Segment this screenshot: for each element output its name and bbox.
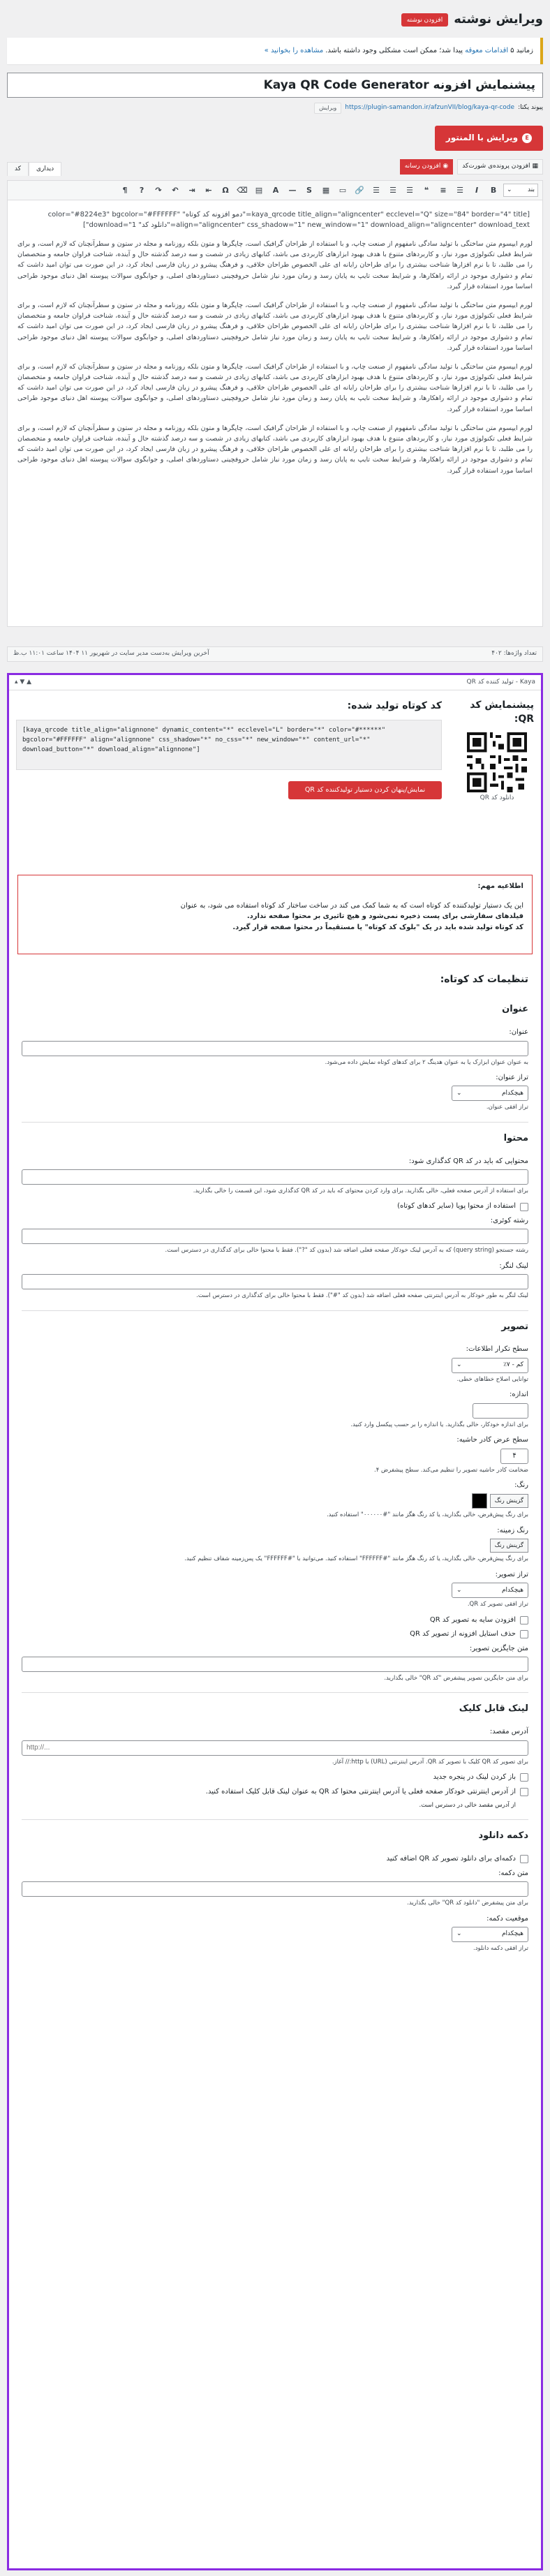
toggle-generator-button[interactable]: نمایش/پنهان کردن دستیار تولیدکننده کد QR bbox=[288, 781, 442, 799]
help-icon[interactable]: ? bbox=[139, 185, 144, 195]
shadow-label: افزودن سایه به تصویر کد QR bbox=[429, 1615, 516, 1624]
content-paragraph: لورم ایپسوم متن ساختگی با تولید سادگی نامفهوم از صنعت چاپ، و با استفاده از طراحان گرافیک است، چاپگرها و متون بلکه روزنامه و مجله در ستون و سطرآنچنان که لازم است، و برای شرایط فعلی تکنولوژی مورد نیاز، و کاربردهای متنوع با هدف بهبود ابزارهای کاربردی می باشد، کتابهای زیادی در شصت و سه درصد گذشته حال و آینده، شناخت فراوان جامعه و متخصصان را می طلبد، تا با نرم افزارها شناخت بیشتری را برای طراحان رایانه ای علی الخصوص طراحان خلاقی، و فرهنگ پیشرو در زبان فارسی ایجاد کرد، در این صورت می توان امید داشت که تمام و دشواری موجود در ارائه راهکارها، و شرایط سخت تایپ به پایان رسد و زمان مورد نیاز شامل حروفچینی دستاوردهای اصلی، و جوابگوی سوالات پیوسته اهل دنیای موجود طراحی اساسا مورد استفاده قرار گیرد. bbox=[17, 301, 533, 352]
permalink-row bbox=[7, 101, 543, 115]
content-label: محتوایی که باید در کد QR کدگذاری شود: bbox=[408, 1157, 528, 1165]
bullet-list-icon[interactable]: ☰ bbox=[456, 185, 463, 195]
section-heading: تصویر bbox=[501, 1321, 528, 1332]
clear-format-icon[interactable]: ⌫ bbox=[237, 185, 248, 195]
img-align-select[interactable] bbox=[452, 1583, 528, 1598]
image-section bbox=[22, 1321, 528, 1683]
anchor-input[interactable] bbox=[22, 1274, 528, 1289]
url-label: آدرس مقصد: bbox=[489, 1728, 528, 1736]
content-editor[interactable] bbox=[7, 180, 543, 627]
query-input[interactable] bbox=[22, 1229, 528, 1244]
ecc-label: سطح تکرار اطلاعات: bbox=[466, 1345, 528, 1354]
content-paragraph: لورم ایپسوم متن ساختگی با تولید سادگی نامفهوم از صنعت چاپ، و با استفاده از طراحان گرافیک است، چاپگرها و متون بلکه روزنامه و مجله در ستون و سطرآنچنان که لازم است، و برای شرایط فعلی تکنولوژی مورد نیاز، و کاربردهای متنوع با هدف بهبود ابزارهای کاربردی می باشد، کتابهای زیادی در شصت و سه درصد گذشته حال و آینده، شناخت فراوان جامعه و متخصصان را می طلبد، تا با نرم افزارها شناخت بیشتری را برای طراحان رایانه ای علی الخصوص طراحان خلاقی، و فرهنگ پیشرو در زبان فارسی ایجاد کرد، در این صورت می توان امید داشت که تمام و دشواری موجود در ارائه راهکارها، و شرایط سخت تایپ به پایان رسد و زمان مورد نیاز شامل حروفچینی دستاوردهای اصلی، و جوابگوی سوالات پیوسته اهل دنیای موجود طراحی اساسا مورد استفاده قرار گیرد. bbox=[17, 362, 533, 413]
redo-icon[interactable]: ↷ bbox=[155, 185, 162, 195]
content-section bbox=[22, 1132, 528, 1301]
add-new-post-button[interactable]: افزودن نوشته bbox=[401, 13, 448, 27]
color-swatch[interactable] bbox=[472, 1493, 487, 1509]
dl-align-select[interactable] bbox=[452, 1927, 528, 1942]
admin-notice bbox=[7, 38, 543, 64]
post-title-input[interactable] bbox=[7, 73, 543, 98]
qr-preview-area bbox=[16, 699, 534, 887]
metabox-header bbox=[9, 675, 541, 690]
shortcode-text: [kaya_qrcode title_align="aligncenter" ecclevel="Q" size="84" border="4" title="دمو افزونه کد کوتاه" color="#8224e3" bgcolor="#FFFFFF" align="aligncenter" css_shadow="1" new_window="1" download_align="aligncenter" download_text="دانلود کد" download="1"] bbox=[47, 211, 530, 229]
important-notice bbox=[17, 875, 533, 954]
divider bbox=[22, 1310, 528, 1311]
ecc-select[interactable] bbox=[452, 1358, 528, 1373]
title-label: عنوان: bbox=[509, 1028, 528, 1037]
title-align-desc: تراز افقی عنوان. bbox=[486, 1104, 528, 1111]
checkbox-box[interactable] bbox=[520, 1788, 528, 1796]
qr-download-link[interactable]: دانلود کد QR bbox=[480, 794, 514, 801]
checkbox-box[interactable] bbox=[520, 1616, 528, 1624]
generated-shortcode-title: کد کوتاه تولید شده: bbox=[347, 700, 442, 711]
word-count: تعداد واژه‌ها: ۴۰۲ bbox=[491, 650, 537, 658]
section-heading: لینک قابل کلیک bbox=[459, 1703, 528, 1715]
elementor-icon: E bbox=[522, 133, 532, 143]
tab-visual[interactable]: دیداری bbox=[29, 162, 61, 176]
edit-with-elementor-button[interactable] bbox=[435, 126, 543, 151]
shortcode-settings bbox=[22, 972, 528, 1962]
dl-text-input[interactable] bbox=[22, 1881, 528, 1897]
page-header bbox=[7, 6, 543, 34]
alt-input[interactable] bbox=[22, 1657, 528, 1672]
bg-desc: برای رنگ پیش‌فرض، خالی بگذارید، یا کد رنگ هگز مانند "#FFFFFF" استفاده کنید. می‌توانید با "#FFFFFF" یک پس‌زمینه شفاف تنظیم کنید. bbox=[184, 1555, 528, 1563]
permalink-link[interactable]: https://plugin-samandon.ir/afzunVII/blog/kaya-qr-code bbox=[345, 104, 515, 112]
color-desc: برای رنگ پیش‌فرض، خالی بگذارید، یا کد رنگ هگز مانند "#۰۰۰۰۰۰" استفاده کنید. bbox=[326, 1511, 528, 1519]
outdent-icon[interactable]: ⇤ bbox=[205, 185, 212, 195]
align-right-icon[interactable]: ☰ bbox=[373, 185, 380, 195]
link-icon[interactable]: 🔗 bbox=[355, 185, 364, 195]
checkbox-box[interactable] bbox=[520, 1855, 528, 1863]
shadow-checkbox[interactable] bbox=[22, 1615, 528, 1626]
link-section bbox=[22, 1703, 528, 1809]
checkbox-box[interactable] bbox=[520, 1773, 528, 1782]
add-media-label: افزودن رسانه bbox=[404, 163, 441, 170]
read-more-link[interactable]: مشاهده را بخوانید » bbox=[264, 46, 324, 54]
content-paragraph: لورم ایپسوم متن ساختگی با تولید سادگی نامفهوم از صنعت چاپ، و با استفاده از طراحان گرافیک است، چاپگرها و متون بلکه روزنامه و مجله در ستون و سطرآنچنان که لازم است، و برای شرایط فعلی تکنولوژی مورد نیاز، و کاربردهای متنوع با هدف بهبود ابزارهای کاربردی می باشد، کتابهای زیادی در شصت و سه درصد گذشته حال و آینده، شناخت فراوان جامعه و متخصصان را می طلبد، تا با نرم افزارها شناخت بیشتری را برای طراحان رایانه ای علی الخصوص طراحان خلاقی، و فرهنگ پیشرو در زبان فارسی ایجاد کرد، در این صورت می توان امید داشت که تمام و دشواری موجود در ارائه راهکارها، و شرایط سخت تایپ به پایان رسد و زمان مورد نیاز شامل حروفچینی دستاوردهای اصلی، و جوابگوی سوالات پیوسته اهل دنیای موجود طراحی اساسا مورد استفاده قرار گیرد. bbox=[17, 240, 533, 290]
dl-align-desc: تراز افقی دکمه دانلود. bbox=[473, 1945, 528, 1953]
size-input[interactable] bbox=[473, 1403, 528, 1419]
divider bbox=[22, 1819, 528, 1820]
tab-code[interactable]: کد bbox=[7, 162, 29, 176]
divider bbox=[22, 1122, 528, 1123]
download-button-checkbox[interactable] bbox=[22, 1854, 528, 1865]
elementor-label: ویرایش با المنتور bbox=[445, 133, 519, 143]
anchor-desc: لینک لنگر به طور خودکار به آدرس اینترنتی صفحه فعلی اضافه شد (بدون کد "#"). فقط با محتوا خالی برای کدگذاری در دسترس است. bbox=[196, 1292, 528, 1300]
bold-icon[interactable]: B bbox=[490, 185, 497, 195]
dl-text-desc: برای متن پیشفرض "دانلود کد QR" خالی بگذارید. bbox=[407, 1900, 528, 1907]
content-url-checkbox[interactable] bbox=[22, 1787, 528, 1798]
color-label: رنگ: bbox=[514, 1481, 528, 1489]
dynamic-content-checkbox[interactable] bbox=[22, 1201, 528, 1212]
italic-icon[interactable]: I bbox=[475, 185, 479, 195]
notice-text: پیدا شد؛ ممکن است مشکلی وجود داشته باشد. bbox=[325, 46, 463, 54]
color-picker-button[interactable]: گزینش رنگ bbox=[490, 1494, 528, 1508]
strikethrough-icon[interactable]: S bbox=[306, 185, 312, 195]
content-url-desc: از آدرس مقصد خالی در دسترس است. bbox=[419, 1802, 516, 1809]
section-heading: محتوا bbox=[503, 1132, 528, 1143]
horizontal-line-icon[interactable]: — bbox=[288, 185, 297, 195]
content-paragraph: لورم ایپسوم متن ساختگی با تولید سادگی نامفهوم از صنعت چاپ، و با استفاده از طراحان گرافیک است، چاپگرها و متون بلکه روزنامه و مجله در ستون و سطرآنچنان که لازم است، و برای شرایط فعلی تکنولوژی مورد نیاز، و کاربردهای متنوع با هدف بهبود ابزارهای کاربردی می باشد، کتابهای زیادی در شصت و سه درصد گذشته حال و آینده، شناخت فراوان جامعه و متخصصان را می طلبد، تا با نرم افزارها شناخت بیشتری را برای طراحان رایانه ای علی الخصوص طراحان خلاقی، و فرهنگ پیشرو در زبان فارسی ایجاد کرد، در این صورت می توان امید داشت که تمام و دشواری موجود در ارائه راهکارها، و شرایط سخت تایپ به پایان رسد و زمان مورد نیاز شامل حروفچینی دستاوردهای اصلی، و جوابگوی سوالات پیوسته اهل دنیای موجود طراحی اساسا مورد استفاده قرار گیرد. bbox=[17, 424, 533, 475]
permalink-edit-button[interactable]: ویرایش bbox=[314, 103, 341, 114]
media-buttons bbox=[7, 159, 543, 175]
notice-line: این یک دستیار تولیدکننده کد کوتاه است که به شما کمک می کند در ساخت ساختار کد کوتاه استفاده می شود، به عنوان bbox=[180, 901, 523, 910]
img-align-label: تراز تصویر: bbox=[495, 1570, 528, 1578]
blockquote-icon[interactable]: ❝ bbox=[424, 185, 429, 195]
img-align-value: هیچکدام bbox=[501, 1586, 523, 1594]
ecc-value: کم - ۷٪ bbox=[503, 1361, 523, 1369]
title-input[interactable] bbox=[22, 1041, 528, 1056]
paragraph-direction-icon[interactable]: ¶ bbox=[122, 185, 128, 195]
qr-preview-title: پیشنمایش کد QR: bbox=[470, 699, 534, 725]
dl-text-label: متن دکمه: bbox=[498, 1869, 528, 1877]
read-more-icon[interactable]: ▭ bbox=[339, 185, 347, 195]
title-align-label: تراز عنوان: bbox=[496, 1073, 528, 1081]
important-notice-title: اطلاعیه مهم: bbox=[477, 882, 523, 890]
undo-icon[interactable]: ↶ bbox=[172, 185, 179, 195]
size-desc: برای اندازه خودکار، خالی بگذارید. یا اندازه را بر حسب پیکسل وارد کنید. bbox=[350, 1421, 528, 1428]
special-char-icon[interactable]: Ω bbox=[222, 185, 229, 195]
kaya-qr-metabox bbox=[7, 673, 543, 2570]
notice-prefix: زمانبد ۵ bbox=[510, 46, 533, 54]
media-icon: ◉ bbox=[443, 163, 449, 170]
align-left-icon[interactable]: ☰ bbox=[406, 185, 413, 195]
border-value: ۴ bbox=[512, 1451, 516, 1460]
generated-shortcode-box[interactable]: [kaya_qrcode title_align="alignnone" dynamic_content="*" ecclevel="L" border="*" color="#******" bgcolor="#FFFFFF" align="alignnone" css_shadow="*" no_css="*" new_window="*" content_url="*" download_button="*" download_align="alignnone"] bbox=[16, 720, 442, 770]
alt-label: متن جایگزین تصویر: bbox=[469, 1644, 528, 1652]
notice-line: کد کوتاه تولید شده باید در یک "بلوک کد کوتاه" یا مستقیماً در محتوا صفحه قرار گیرد. bbox=[232, 923, 523, 931]
checkbox-box[interactable] bbox=[520, 1630, 528, 1638]
add-media-button[interactable] bbox=[400, 159, 453, 174]
metabox-toggle-icon[interactable]: ▲ ▼ ▴ bbox=[15, 678, 32, 686]
border-input[interactable] bbox=[500, 1449, 528, 1464]
editor-status-bar bbox=[7, 646, 543, 662]
chevron-down-icon: ⌄ bbox=[456, 1089, 462, 1097]
url-input[interactable] bbox=[22, 1740, 528, 1756]
content-url-label: از آدرس اینترنتی خودکار صفحه فعلی یا آدرس اینترنتی محتوا کد QR به عنوان لینک قابل کلیک استفاده کنید. bbox=[205, 1787, 516, 1796]
download-button-label: دکمه‌ای برای دانلود تصویر کد QR اضافه کنید bbox=[386, 1855, 516, 1863]
section-heading: عنوان bbox=[502, 1004, 528, 1015]
add-shortcode-button[interactable] bbox=[457, 159, 543, 174]
content-desc: برای استفاده از آدرس صفحه فعلی، خالی بگذارید. برای وارد کردن محتوای که باید در کد QR کدگذاری شود، این قسمت را خالی بگذارید. bbox=[193, 1187, 528, 1195]
size-label: اندازه: bbox=[509, 1391, 528, 1399]
dynamic-content-label: استفاده از محتوا پویا (سایر کدهای کوتاه) bbox=[397, 1202, 516, 1211]
new-window-checkbox[interactable] bbox=[22, 1772, 528, 1783]
title-section bbox=[22, 1003, 528, 1111]
url-desc: برای تصویر کد QR کلیک با تصویر کد QR. آدرس اینترنتی (URL) با http:// آغاز. bbox=[332, 1758, 528, 1766]
alt-desc: برای متن جایگزین تصویر پیشفرض "کد QR" خالی بگذارید. bbox=[384, 1675, 528, 1682]
nocss-label: حذف استایل افزونه از تصویر کد QR bbox=[410, 1630, 516, 1638]
content-input[interactable] bbox=[22, 1169, 528, 1185]
editor-toolbar bbox=[8, 181, 542, 200]
format-select-value: بند bbox=[528, 186, 535, 193]
notice-line: فیلدهای سفارشی برای پست ذخیره نمی‌شود و هیچ تاثیری بر محتوا صفحه ندارد. bbox=[246, 912, 523, 920]
title-desc: به عنوان عنوان ابزارک یا به عنوان هدینگ ۲ برای کدهای کوتاه نمایش داده می‌شود. bbox=[325, 1058, 528, 1066]
chevron-down-icon: ⌄ bbox=[456, 1361, 462, 1369]
numbered-list-icon[interactable]: ≡ bbox=[440, 185, 447, 195]
dl-align-label: موقعیت دکمه: bbox=[486, 1914, 528, 1923]
chevron-down-icon: ⌄ bbox=[507, 186, 512, 193]
nocss-checkbox[interactable] bbox=[22, 1629, 528, 1640]
toolbar-toggle-icon[interactable]: ▦ bbox=[322, 185, 330, 195]
settings-title: تنظیمات کد کوتاه: bbox=[440, 974, 528, 985]
divider bbox=[22, 1692, 528, 1693]
indent-icon[interactable]: ⇥ bbox=[188, 185, 195, 195]
query-label: رشته کوئری: bbox=[490, 1216, 528, 1224]
text-color-icon[interactable]: A bbox=[272, 185, 279, 195]
chevron-down-icon: ⌄ bbox=[456, 1586, 462, 1594]
add-shortcode-label: افزودن پرونده‌ی شورت‌کد bbox=[462, 163, 530, 170]
page-title: ویرایش نوشته bbox=[454, 11, 543, 27]
post-title-text: پیشنمایش افزونه Kaya QR Code Generator bbox=[263, 77, 535, 92]
bg-picker-button[interactable]: گزینش رنگ bbox=[490, 1539, 528, 1553]
new-window-label: باز کردن لینک در پنجره جدید bbox=[433, 1773, 516, 1782]
download-section bbox=[22, 1830, 528, 1953]
title-align-value: هیچکدام bbox=[501, 1089, 523, 1097]
editor-tabs bbox=[7, 162, 61, 176]
bg-label: رنگ زمینه: bbox=[497, 1526, 528, 1534]
align-center-icon[interactable]: ☰ bbox=[389, 185, 396, 195]
format-select[interactable] bbox=[503, 184, 538, 197]
img-align-desc: تراز افقی تصویر کد QR. bbox=[467, 1601, 528, 1608]
last-edit: آخرین ویرایش به‌دست مدیر سایت در شهریور ۱۱ ۱۴۰۴ ساعت ۱۱:۰۱ ب.ظ bbox=[13, 650, 209, 658]
chevron-down-icon: ⌄ bbox=[456, 1930, 462, 1938]
section-heading: دکمه دانلود bbox=[478, 1830, 528, 1842]
pending-actions-link[interactable]: اقدامات معوقه bbox=[465, 46, 509, 54]
metabox-title: Kaya - تولید کننده کد QR bbox=[466, 678, 535, 686]
border-label: سطح عرض کادر حاشیه: bbox=[456, 1436, 528, 1444]
ecc-desc: توانایی اصلاح خطاهای خطی. bbox=[456, 1375, 528, 1383]
query-desc: رشته جستجو (query string) که به آدرس لینک خودکار صفحه فعلی اضافه شد (بدون کد "?"). فقط با محتوا خالی برای کدگذاری در دسترس است. bbox=[165, 1247, 528, 1254]
permalink-label: پیوند یکتا: bbox=[518, 104, 543, 112]
dl-align-value: هیچکدام bbox=[501, 1930, 523, 1938]
border-desc: ضخامت کادر حاشیه تصویر را تنظیم می‌کند. سطح پیشفرض ۴. bbox=[374, 1466, 528, 1474]
anchor-label: لینک لنگر: bbox=[499, 1261, 528, 1270]
title-align-select[interactable] bbox=[452, 1086, 528, 1101]
paste-text-icon[interactable]: ▤ bbox=[255, 185, 263, 195]
checkbox-box[interactable] bbox=[520, 1203, 528, 1211]
qr-code-image bbox=[467, 732, 527, 792]
shortcode-icon: ▦ bbox=[532, 163, 538, 170]
